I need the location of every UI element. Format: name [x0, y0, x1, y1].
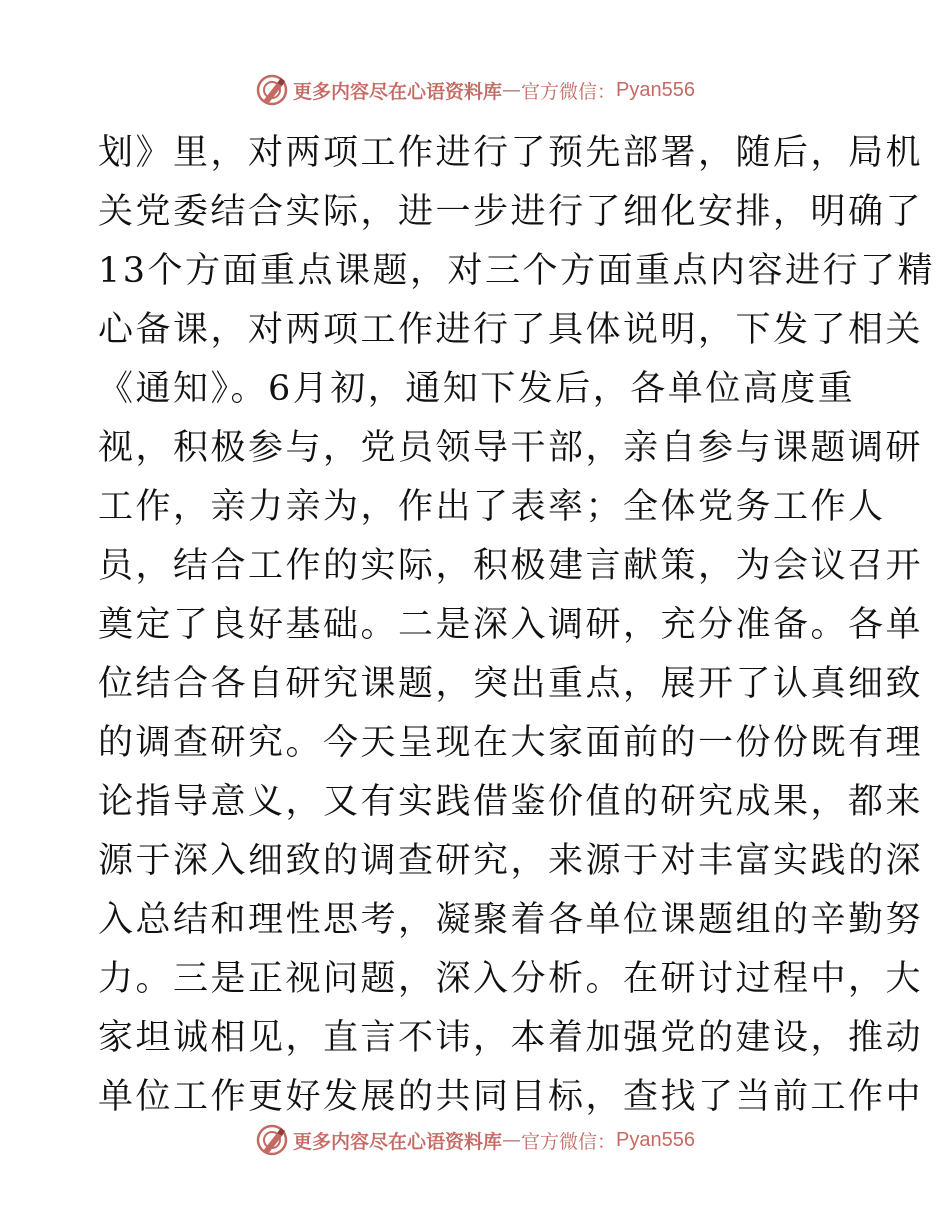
- text-line: 13个方面重点课题，对三个方面重点内容进行了精: [98, 251, 936, 291]
- banner-promo-text: 更多内容尽在心语资料库: [293, 80, 503, 103]
- banner-separator: —: [502, 79, 522, 101]
- body-text: [98, 124, 936, 1127]
- text-line: 源于深入细致的调查研究，来源于对丰富实践的深: [98, 841, 924, 881]
- text-line: 划》里，对两项工作进行了预先部署，随后，局机: [98, 133, 924, 173]
- banner-wechat-label: 官方微信：: [521, 80, 617, 103]
- text-line: 家坦诚相见，直言不讳，本着加强党的建设，推动: [98, 1018, 924, 1058]
- text-line: 奠定了良好基础。二是深入调研，充分准备。各单: [98, 605, 924, 645]
- footer-banner: [0, 1120, 950, 1160]
- text-line: 《通知》。6月初，通知下发后，各单位高度重: [98, 369, 856, 409]
- banner-wechat-label: 官方微信：: [521, 1130, 617, 1153]
- text-line: 位结合各自研究课题，突出重点，展开了认真细致: [98, 664, 924, 704]
- text-line: 员，结合工作的实际，积极建言献策，为会议召开: [98, 546, 924, 586]
- pen-logo-icon: [255, 73, 289, 107]
- pen-logo-icon: [255, 1123, 289, 1157]
- text-line: 关党委结合实际，进一步进行了细化安排，明确了: [98, 192, 924, 232]
- banner-wechat-id: Pyan556: [616, 78, 695, 101]
- text-line: 力。三是正视问题，深入分析。在研讨过程中，大: [98, 959, 924, 999]
- text-line: 单位工作更好发展的共同目标，查找了当前工作中: [98, 1077, 924, 1117]
- banner-separator: —: [502, 1129, 522, 1151]
- header-banner: [0, 70, 950, 110]
- text-line: 的调查研究。今天呈现在大家面前的一份份既有理: [98, 723, 924, 763]
- banner-wechat-id: Pyan556: [616, 1128, 695, 1151]
- text-line: 视，积极参与，党员领导干部，亲自参与课题调研: [98, 428, 924, 468]
- text-line: 入总结和理性思考，凝聚着各单位课题组的辛勤努: [98, 900, 924, 940]
- text-line: 论指导意义，又有实践借鉴价值的研究成果，都来: [98, 782, 924, 822]
- text-line: 工作，亲力亲为，作出了表率；全体党务工作人: [98, 487, 886, 527]
- banner-promo-text: 更多内容尽在心语资料库: [293, 1130, 503, 1153]
- text-line: 心备课，对两项工作进行了具体说明，下发了相关: [98, 310, 924, 350]
